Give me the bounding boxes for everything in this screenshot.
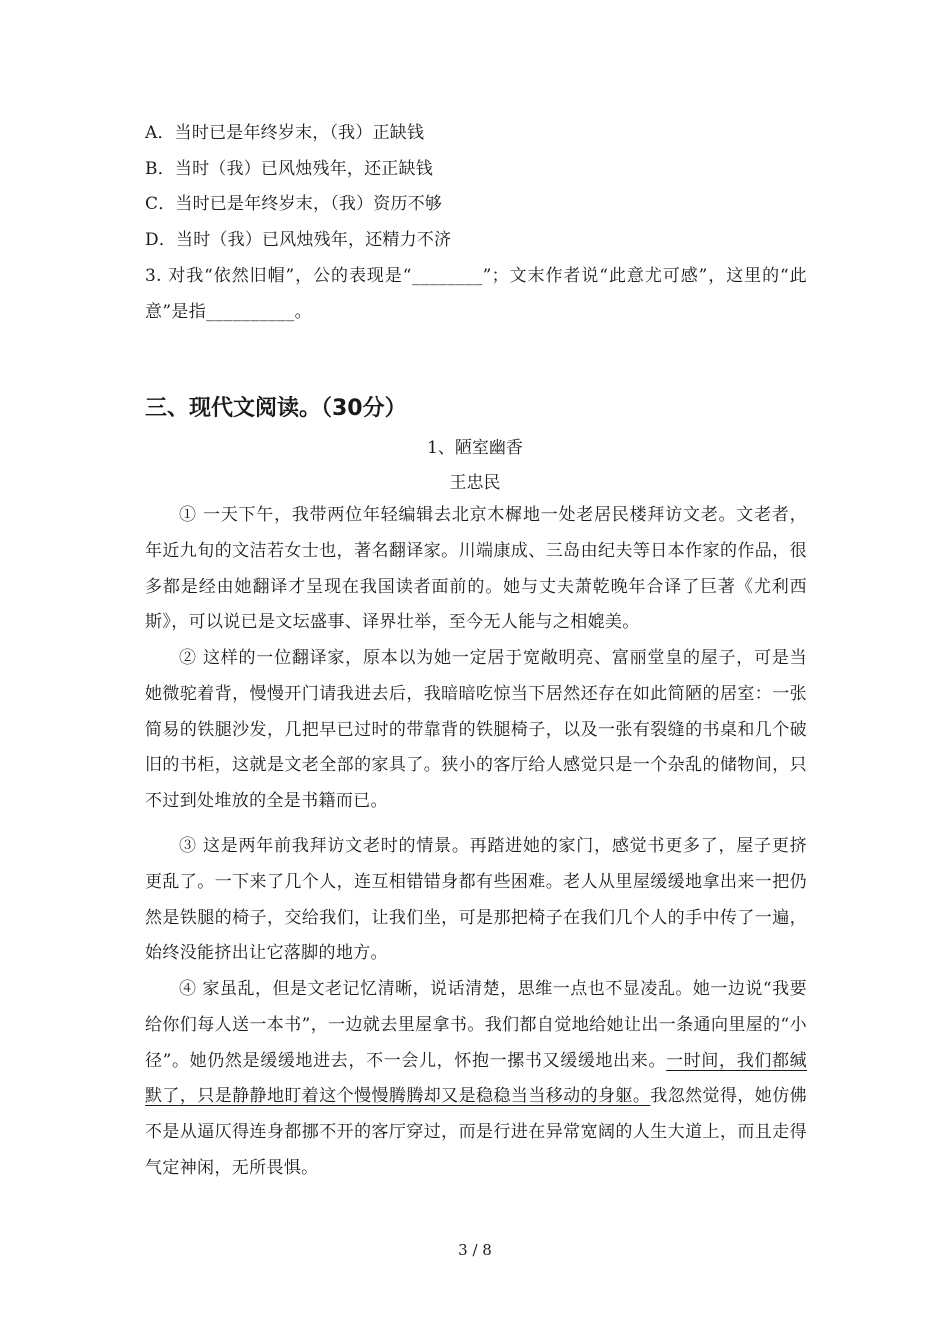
paragraph-4-start: ④ 家虽乱，但是文老记忆清晰，说话清楚，思维一点也不显凌乱。她一边说“我要给你们每人送一本书”，一边就去里屋拿书。我们都自觉地给她让出一条通向里屋的“小径”。她仍然是缓缓地进去，不一会儿，怀抱一摞书又缓缓地出来。 [145, 979, 807, 1071]
question-3: 3. 对我“依然旧帽”，公的表现是“________”；文末作者说“此意尤可感”，这里的“此意”是指__________。 [145, 266, 807, 322]
paragraph-4-end: 我忽然觉得，她仿佛不是从逼仄得连身都挪不开的客厅穿过，而是行进在异常宽阔的人生大道上，而且走得气定神闲，无所畏惧。 [145, 1086, 807, 1178]
article-author: 王忠民 [449, 473, 501, 493]
article-title: 1、陋室幽香 [427, 438, 523, 458]
option-a: A．当时已是年终岁末，（我）正缺钱 [145, 123, 425, 143]
page-number: 3 / 8 [458, 1241, 492, 1259]
paragraph-2: ② 这样的一位翻译家，原本以为她一定居于宽敞明亮、富丽堂皇的屋子，可是当她微驼着背，慢慢开门请我进去后，我暗暗吃惊当下居然还存在如此简陋的居室：一张简易的铁腿沙发，几把早已过时的带靠背的铁腿椅子，以及一张有裂缝的书桌和几个破旧的书柜，这就是文老全部的家具了。狭小的客厅给人感觉只是一个杂乱的储物间，只不过到处堆放的全是书籍而已。 [145, 648, 807, 812]
option-c: C．当时已是年终岁末，（我）资历不够 [145, 194, 443, 214]
option-d: D．当时（我）已风烛残年，还精力不济 [145, 230, 452, 250]
paragraph-1: ① 一天下午，我带两位年轻编辑去北京木樨地一处老居民楼拜访文老。文老者，年近九旬的文洁若女士也，著名翻译家。川端康成、三岛由纪夫等日本作家的作品，很多都是经由她翻译才呈现在我国读者面前的。她与丈夫萧乾晚年合译了巨著《尤利西斯》，可以说已是文坛盛事、译界壮举，至今无人能与之相媲美。 [145, 505, 807, 633]
option-b: B．当时（我）已风烛残年，还正缺钱 [145, 159, 433, 179]
paragraph-4 [145, 972, 807, 1187]
paragraph-3: ③ 这是两年前我拜访文老时的情景。再踏进她的家门，感觉书更多了，屋子更挤更乱了。一下来了几个人，连互相错错身都有些困难。老人从里屋缓缓地拿出来一把仍然是铁腿的椅子，交给我们，让我们坐，可是那把椅子在我们几个人的手中传了一遍，始终没能挤出让它落脚的地方。 [145, 836, 807, 964]
underlined-sentence: 一时间，我们都缄默了，只是静静地盯着这个慢慢腾腾却又是稳稳当当移动的身躯。 [145, 1050, 807, 1107]
section-title: 三、现代文阅读。（30分） [145, 396, 407, 421]
